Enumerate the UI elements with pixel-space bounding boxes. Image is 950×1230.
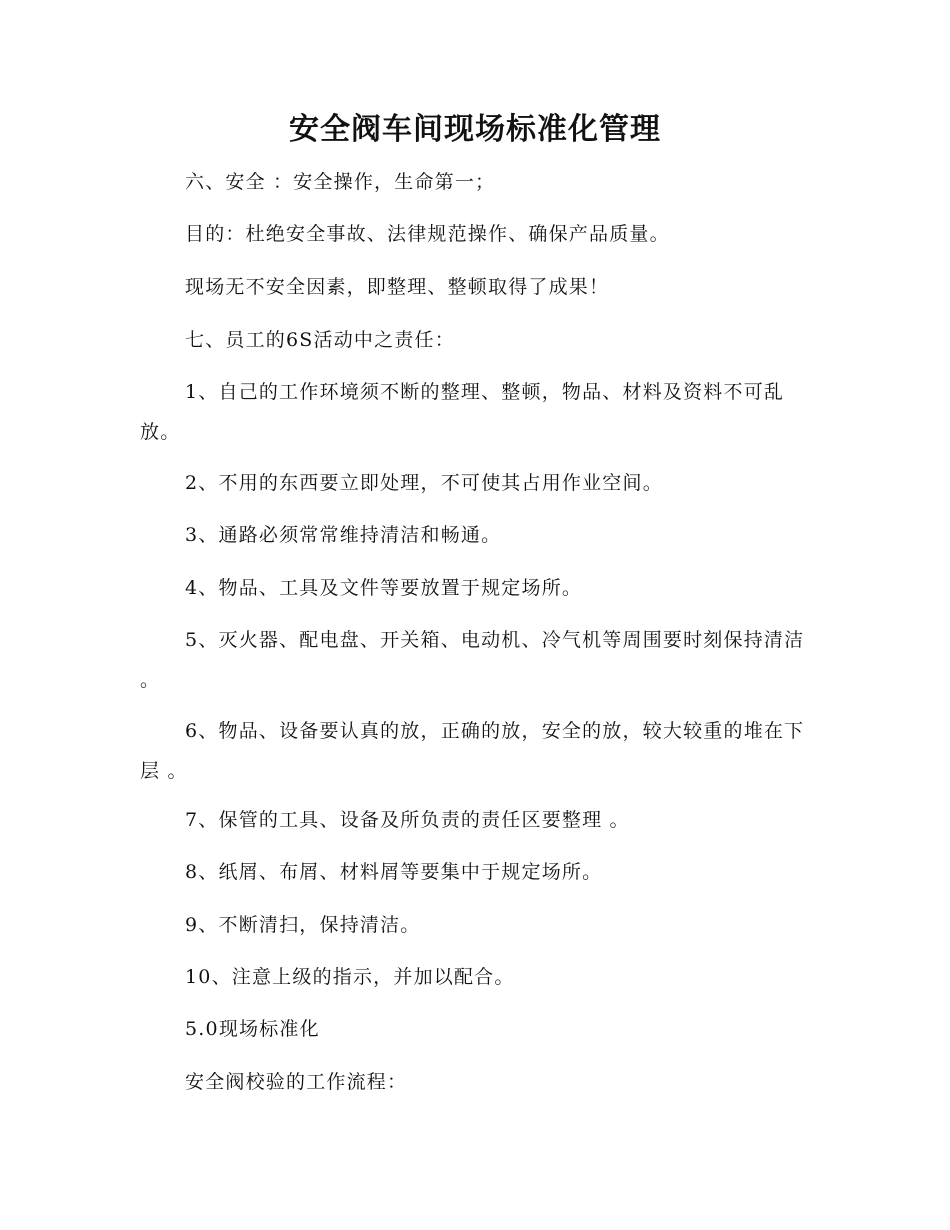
paragraph-item-1: 1、自己的工作环境须不断的整理、整顿，物品、材料及资料不可乱放。 xyxy=(140,381,785,443)
paragraph-item-9: 9、不断清扫，保持清洁。 xyxy=(185,914,421,936)
paragraph-item-8: 8、纸屑、布屑、材料屑等要集中于规定场所。 xyxy=(185,861,603,883)
paragraph-safety: 六、安全 ：安全操作，生命第一； xyxy=(185,171,496,193)
paragraph-item-4: 4、物品、工具及文件等要放置于规定场所。 xyxy=(185,577,583,599)
paragraph-workflow: 安全阀校验的工作流程： xyxy=(185,1071,408,1093)
paragraph-item-10: 10、注意上级的指示，并加以配合。 xyxy=(185,966,515,988)
paragraph-item-2: 2、不用的东西要立即处理，不可使其占用作业空间。 xyxy=(185,472,663,494)
paragraph-purpose: 目的：杜绝安全事故、法律规范操作、确保产品质量。 xyxy=(185,223,670,245)
paragraph-item-7: 7、保管的工具、设备及所负责的责任区要整理 。 xyxy=(185,809,630,831)
paragraph-no-unsafe-factors: 现场无不安全因素，即整理、整顿取得了成果！ xyxy=(185,276,610,298)
paragraph-section-seven: 七、员工的6S活动中之责任： xyxy=(185,329,455,351)
paragraph-item-3: 3、通路必须常常维持清洁和畅通。 xyxy=(185,524,502,546)
paragraph-item-6: 6、物品、设备要认真的放，正确的放，安全的放，较大较重的堆在下层 。 xyxy=(140,720,805,782)
paragraph-section-5-0: 5.0现场标准化 xyxy=(185,1018,320,1040)
paragraph-item-5: 5、灭火器、配电盘、开关箱、电动机、冷气机等周围要时刻保持清洁 。 xyxy=(140,629,805,691)
document-title: 安全阀车间现场标准化管理 xyxy=(289,112,661,147)
